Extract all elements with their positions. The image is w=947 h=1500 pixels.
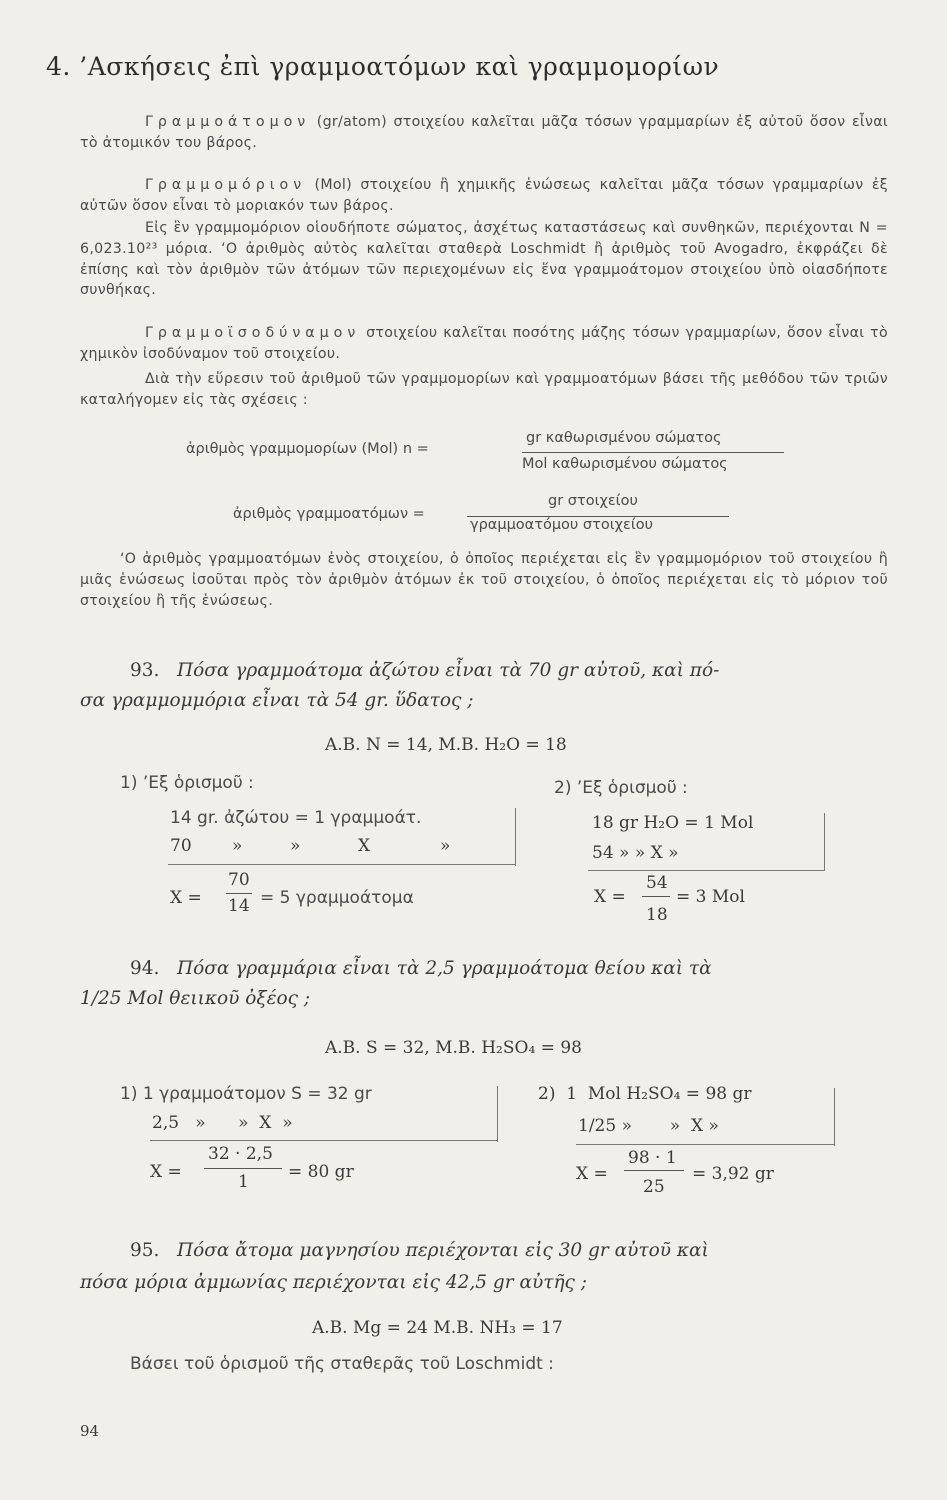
- problem93-sol2-row2: 54 » » X »: [592, 843, 679, 863]
- problem95-basis: Βάσει τοῦ ὁρισμοῦ τῆς σταθερᾶς τοῦ Loschmidt :: [130, 1354, 554, 1374]
- atoms-per-mol-paragraph: ‘Ο ἀριθμὸς γραμμοατόμων ἑνὸς στοιχείου, ὁ ὁποῖος περιέχεται εἰς ἓν γραμμομόριον τοῦ στοιχείου ἢ μιᾶς ἑνώσεως ἰσοῦται πρὸς τὸν ἀριθμὸν ἀτόμων ἐκ τοῦ στοιχείου, ὁ ὁποῖος περιέχεται εἰς τὸ μόριον τοῦ στοιχείου ἢ τῆς ἑνώσεως.: [80, 551, 888, 609]
- method-paragraph: Διὰ τὴν εὕρεσιν τοῦ ἀριθμοῦ τῶν γραμμομορίων καὶ γραμμοατόμων βάσει τῆς μεθόδου τῶν τριῶν καταλήγομεν εἰς τὰς σχέσεις :: [80, 371, 888, 408]
- problem94-number: 94.: [130, 958, 160, 979]
- problem95-line1: Πόσα ἄτομα μαγνησίου περιέχονται εἰς 30 gr αὐτοῦ καὶ: [177, 1240, 709, 1261]
- problem94-line1: Πόσα γραμμάρια εἶναι τὰ 2,5 γραμμοάτομα θείου καὶ τὰ: [177, 958, 712, 979]
- definition-equivalent: Γραμμοϊσοδύναμον στοιχείου καλεῖται ποσότης μάζης τόσων γραμμαρίων, ὅσον εἶναι τὸ χημικὸν ἰσοδύναμον τοῦ στοιχείου.: [80, 325, 888, 362]
- formula2-denominator: γραμμοατόμου στοιχείου: [470, 517, 653, 533]
- problem94-sol2-row1: 2) 1 Mol H₂SO₄ = 98 gr: [538, 1084, 752, 1104]
- problem93-sol1-bracket: [515, 808, 516, 866]
- problem93-line2: σα γραμμομμόρια εἶναι τὰ 54 gr. ὕδατος ;: [80, 690, 474, 711]
- formula1-left: ἀριθμὸς γραμμομορίων (Mol) n =: [186, 441, 429, 457]
- problem94-sol2-row2: 1/25 » » X »: [578, 1116, 719, 1136]
- formula1-denominator: Mol καθωρισμένου σώματος: [522, 456, 728, 472]
- definition-gram-atom: Γραμμοάτομον (gr/atom) στοιχείου καλεῖται μᾶζα τόσων γραμμαρίων ἐξ αὐτοῦ ὅσον εἶναι τὸ ἀτομικόν του βάρος.: [80, 114, 888, 151]
- formula1-fraction-bar: [522, 452, 784, 453]
- term-mol: Γραμμομόριον: [145, 177, 307, 193]
- problem94-weights: Α.Β. S = 32, Μ.Β. Η₂SO₄ = 98: [325, 1038, 582, 1058]
- problem94-sol1-row2: 2,5 » » X »: [152, 1113, 293, 1133]
- problem95-weights: Α.Β. Mg = 24 Μ.Β. ΝΗ₃ = 17: [312, 1318, 563, 1338]
- problem93-sol1-row1: 14 gr. ἀζώτου = 1 γραμμοάτ.: [170, 808, 422, 828]
- formula2-numerator: gr στοιχείου: [548, 493, 638, 509]
- book-page: 4. ’Ασκήσεις ἐπὶ γραμμοατόμων καὶ γραμμομορίων Γραμμοάτομον (gr/atom) στοιχείου καλεῖται μᾶζα τόσων γραμμαρίων ἐξ αὐτοῦ ὅσον εἶναι τὸ ἀτομικόν του βάρος. Γραμμομόριον (Mol) στοιχείου ἢ χημικῆς ἑνώσεως καλεῖται μᾶζα τόσων γραμμαρίων ἐξ αὐτῶν ὅσον εἶναι τὸ μοριακόν των βάρος. Εἰς ἓν γραμμομόριον οἱουδήποτε σώματος, ἀσχέτως καταστάσεως καὶ συνθηκῶν, περιέχονται N = 6,023.10²³ μόρια. ‘Ο ἀριθμὸς αὐτὸς καλεῖται σταθερὰ Loschmidt ἢ ἀριθμὸς τοῦ Avogadro, ἐκφράζει δὲ ἐπίσης καὶ τὸν ἀριθμὸν τῶν ἀτόμων τῶν περιεχομένων εἰς ἕνα γραμμοάτομον στοιχείου ὑπὸ οἱασδήποτε συνθήκας. Γραμμοϊσοδύναμον στοιχείου καλεῖται ποσότης μάζης τόσων γραμμαρίων, ὅσον εἶναι τὸ χημικὸν ἰσοδύναμον τοῦ στοιχείου. Διὰ τὴν εὕρεσιν τοῦ ἀριθμοῦ τῶν γραμμομορίων καὶ γραμμοατόμων βάσει τῆς μεθόδου τῶν τριῶν καταλήγομεν εἰς τὰς σχέσεις : ἀριθμὸς γραμμομορίων (Mol) n = gr καθωρισμένου σώματος Mol καθωρισμένου σώματος ἀριθμὸς γραμμοατόμων = gr στοιχείου γραμμοατόμου στοιχείου ‘Ο ἀριθμὸς γραμμοατόμων ἑνὸς στοιχείου, ὁ ὁποῖος περιέχεται εἰς ἓν γραμμομόριον τοῦ στοιχείου ἢ μιᾶς ἑνώσεως ἰσοῦται πρὸς τὸν ἀριθμὸν ἀτόμων ἐκ τοῦ στοιχείου, ὁ ὁποῖος περιέχεται εἰς τὸ μόριον τοῦ στοιχείου ἢ τῆς ἑνώσεως. 93. Πόσα γραμμοάτομα ἀζώτου εἶναι τὰ 70 gr αὐτοῦ, καὶ πό- σα γραμμομμόρια εἶναι τὰ 54 gr. ὕδατος ; Α.Β. Ν = 14, Μ.Β. Η₂Ο = 18 1) ’Εξ ὁρισμοῦ : 14 gr. ἀζώτου = 1 γραμμοάτ. 70 » » X » X = 70 14 = 5 γραμμοάτομα 2) ’Εξ ὁρισμοῦ : 18 gr H₂O = 1 Mol 54 » » X » X = 54 18 = 3 Mol 94. Πόσα γραμμάρια εἶναι τὰ 2,5 γραμμοάτομα θείου καὶ τὰ 1/25 Mol θειικοῦ ὀξέος ; Α.Β. S = 32, Μ.Β. Η₂SO₄ = 98 1) 1 γραμμοάτομον S = 32 gr 2,5 » » X » X = 32 · 2,5 1 = 80 gr 2) 1 Mol H₂SO₄ = 98 gr 1/25 » » X » X = 98 · 1 25 = 3,92 gr 95. Πόσα ἄτομα μαγνησίου περιέχονται εἰς 30 gr αὐτοῦ καὶ πόσα μόρια ἀμμωνίας περιέχονται εἰς 42,5 gr αὐτῆς ; Α.Β. Mg = 24 Μ.Β. ΝΗ₃ = 17 Βάσει τοῦ ὁρισμοῦ τῆς σταθερᾶς τοῦ Loschmidt : 94: [46, 52, 888, 1440]
- problem95-line2: πόσα μόρια ἀμμωνίας περιέχονται εἰς 42,5 gr αὐτῆς ;: [80, 1272, 588, 1293]
- page-number: 94: [80, 1422, 100, 1440]
- problem93-sol2-row1: 18 gr H₂O = 1 Mol: [592, 813, 754, 833]
- problem93-sol2-heading: 2) ’Εξ ὁρισμοῦ :: [554, 778, 688, 798]
- problem93-number: 93.: [130, 660, 160, 681]
- problem93-sol1-row2-a: 70: [170, 836, 192, 856]
- problem94-sol1-row1: 1) 1 γραμμοάτομον S = 32 gr: [120, 1084, 372, 1104]
- formula2-left: ἀριθμὸς γραμμοατόμων =: [233, 506, 425, 522]
- definition-mol: Γραμμομόριον (Mol) στοιχείου ἢ χημικῆς ἑνώσεως καλεῖται μᾶζα τόσων γραμμαρίων ἐξ αὐτῶν ὅσον εἶναι τὸ μοριακόν των βάρος.: [80, 177, 888, 214]
- formula1-numerator: gr καθωρισμένου σώματος: [526, 430, 722, 446]
- problem93-weights: Α.Β. Ν = 14, Μ.Β. Η₂Ο = 18: [325, 735, 567, 755]
- problem95-number: 95.: [130, 1240, 160, 1261]
- loschmidt-paragraph: Εἰς ἓν γραμμομόριον οἱουδήποτε σώματος, ἀσχέτως καταστάσεως καὶ συνθηκῶν, περιέχονται N = 6,023.10²³ μόρια. ‘Ο ἀριθμὸς αὐτὸς καλεῖται σταθερὰ Loschmidt ἢ ἀριθμὸς τοῦ Avogadro, ἐκφράζει δὲ ἐπίσης καὶ τὸν ἀριθμὸν τῶν ἀτόμων τῶν περιεχομένων εἰς ἕνα γραμμοάτομον στοιχείου ὑπὸ οἱασδήποτε συνθήκας.: [80, 220, 888, 299]
- term-gram-atom: Γραμμοάτομον: [145, 114, 311, 130]
- section-title: 4. ’Ασκήσεις ἐπὶ γραμμοατόμων καὶ γραμμομορίων: [46, 52, 720, 81]
- problem93-line1: Πόσα γραμμοάτομα ἀζώτου εἶναι τὰ 70 gr αὐτοῦ, καὶ πό-: [177, 660, 720, 681]
- problem93-sol1-rule: [168, 864, 516, 865]
- problem93-sol1-heading: 1) ’Εξ ὁρισμοῦ :: [120, 773, 254, 793]
- problem94-line2: 1/25 Mol θειικοῦ ὀξέος ;: [80, 988, 311, 1009]
- term-equivalent: Γραμμοϊσοδύναμον: [145, 325, 361, 341]
